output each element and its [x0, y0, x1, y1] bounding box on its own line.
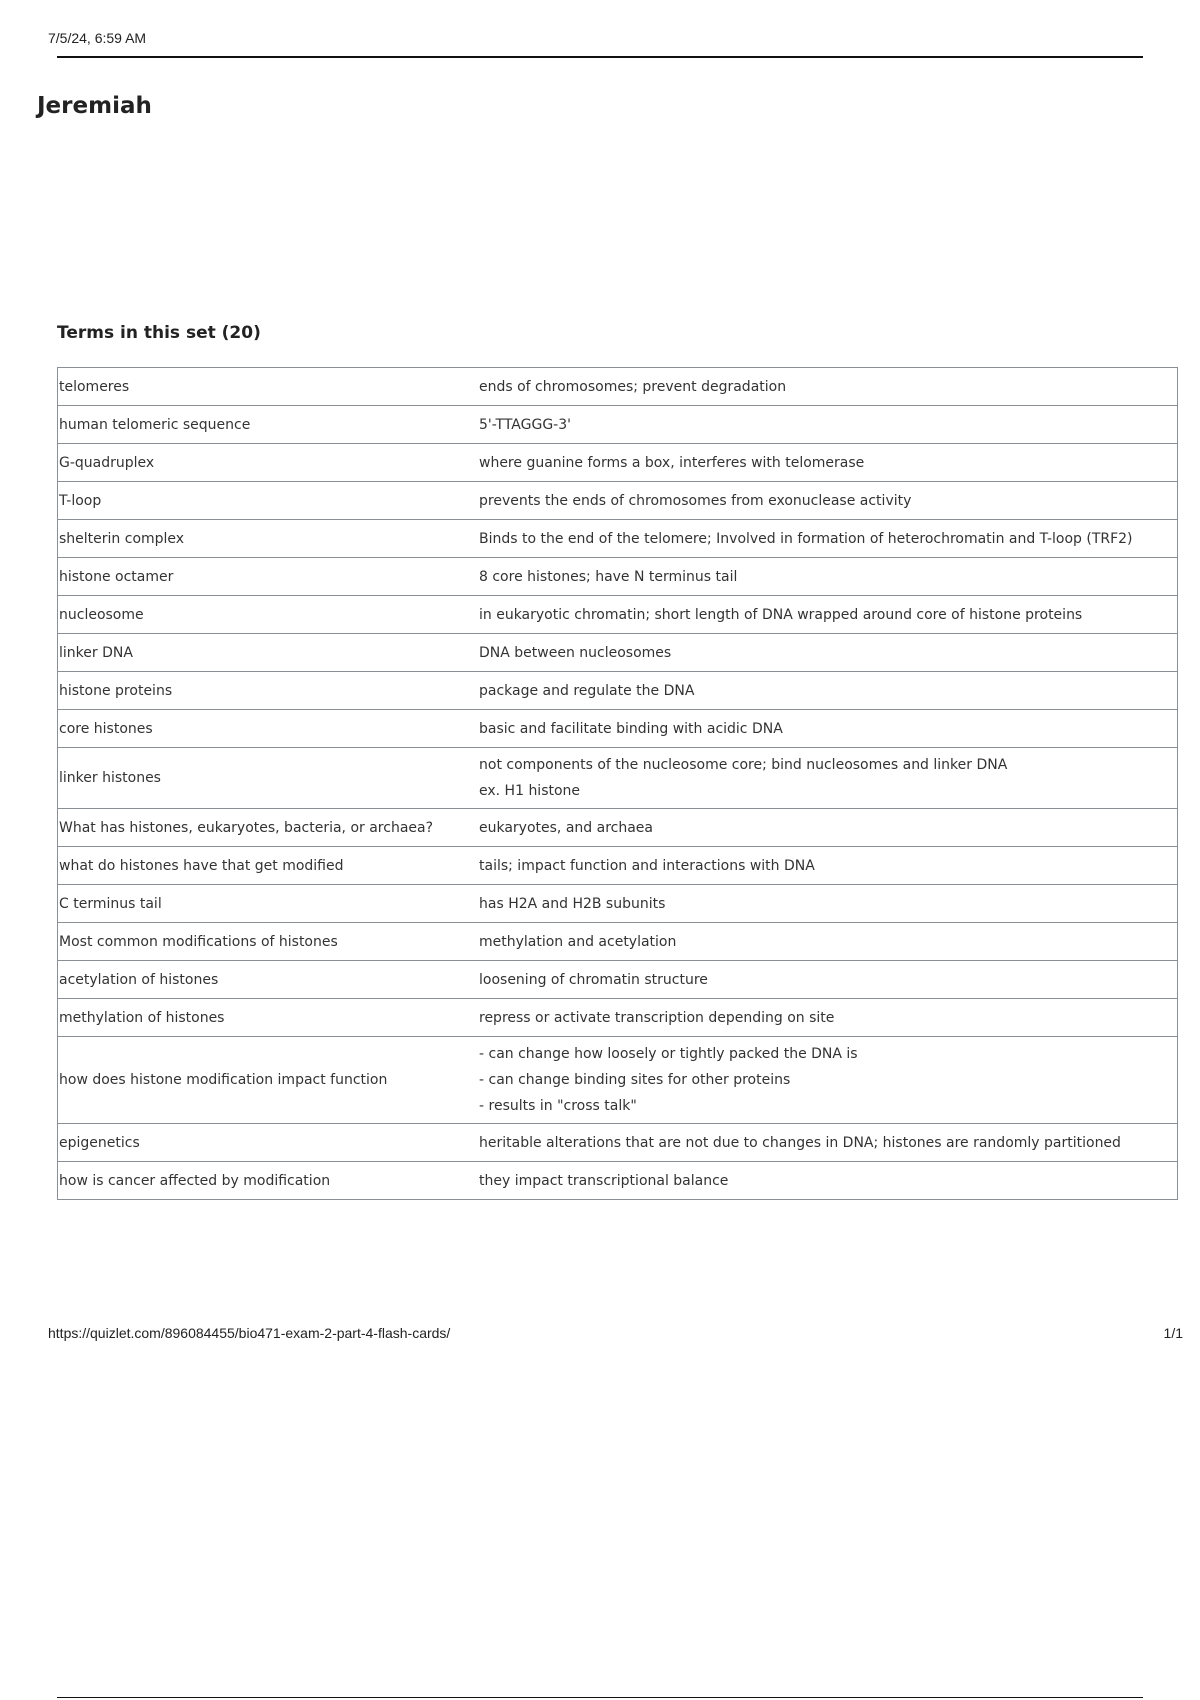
term-row: [58, 672, 1178, 710]
term-cell: Most common modifications of histones: [58, 923, 450, 961]
term-row: [58, 999, 1178, 1037]
definition-line: they impact transcriptional balance: [479, 1172, 729, 1189]
term-cell: linker DNA: [58, 634, 450, 672]
term-cell: methylation of histones: [58, 999, 450, 1037]
term-row: [58, 520, 1178, 558]
definition-cell: [449, 558, 1178, 596]
definition-line: Binds to the end of the telomere; Involved in formation of heterochromatin and T-loop (TRF2): [479, 530, 1133, 547]
term-cell: C terminus tail: [58, 885, 450, 923]
term-cell: human telomeric sequence: [58, 406, 450, 444]
term-cell: histone proteins: [58, 672, 450, 710]
definition-cell: [449, 1162, 1178, 1200]
definition-line: - results in "cross talk": [479, 1098, 637, 1114]
term-row: [58, 596, 1178, 634]
page-url[interactable]: https://quizlet.com/896084455/bio471-exam-2-part-4-flash-cards/: [48, 1325, 451, 1341]
header-divider: [57, 56, 1143, 58]
term-row: [58, 961, 1178, 999]
definition-line: - can change binding sites for other proteins: [479, 1072, 791, 1088]
definition-line: eukaryotes, and archaea: [479, 819, 653, 836]
print-date: 7/5/24, 6:59 AM: [48, 30, 147, 46]
definition-cell: [449, 710, 1178, 748]
term-cell: linker histones: [58, 748, 450, 809]
term-cell: what do histones have that get modified: [58, 847, 450, 885]
definition-cell: [449, 596, 1178, 634]
definition-line: basic and facilitate binding with acidic DNA: [479, 720, 783, 737]
definition-cell: [449, 520, 1178, 558]
term-row: [58, 634, 1178, 672]
definition-line: repress or activate transcription depending on site: [479, 1009, 835, 1026]
definition-cell: [449, 368, 1178, 406]
definition-line: prevents the ends of chromosomes from exonuclease activity: [479, 492, 912, 509]
term-cell: telomeres: [58, 368, 450, 406]
definition-cell: [449, 961, 1178, 999]
term-row: [58, 368, 1178, 406]
definition-cell: [449, 748, 1178, 809]
term-row: [58, 885, 1178, 923]
terms-table: [57, 367, 1178, 1200]
definition-line: 5'-TTAGGG-3': [479, 416, 571, 433]
definition-line: where guanine forms a box, interferes with telomerase: [479, 454, 865, 471]
definition-cell: [449, 1124, 1178, 1162]
author-name: Jeremiah: [37, 93, 152, 119]
term-row: [58, 558, 1178, 596]
term-cell: shelterin complex: [58, 520, 450, 558]
definition-line: tails; impact function and interactions with DNA: [479, 857, 815, 874]
term-row: [58, 444, 1178, 482]
definition-cell: [449, 672, 1178, 710]
definition-cell: [449, 444, 1178, 482]
term-cell: nucleosome: [58, 596, 450, 634]
definition-cell: [449, 809, 1178, 847]
term-cell: core histones: [58, 710, 450, 748]
term-row: [58, 1124, 1178, 1162]
term-row: [58, 1037, 1178, 1124]
set-title: Terms in this set (20): [57, 323, 261, 343]
definition-line: DNA between nucleosomes: [479, 644, 672, 661]
definition-line: loosening of chromatin structure: [479, 971, 708, 988]
definition-cell: [449, 482, 1178, 520]
page-number: 1/1: [1163, 1325, 1183, 1341]
term-cell: histone octamer: [58, 558, 450, 596]
term-cell: G-quadruplex: [58, 444, 450, 482]
term-row: [58, 1162, 1178, 1200]
definition-cell: [449, 999, 1178, 1037]
footer-divider: [57, 1697, 1143, 1698]
definition-cell: [449, 406, 1178, 444]
term-row: [58, 482, 1178, 520]
definition-line: ends of chromosomes; prevent degradation: [479, 378, 787, 395]
term-row: [58, 710, 1178, 748]
term-cell: acetylation of histones: [58, 961, 450, 999]
definition-line: 8 core histones; have N terminus tail: [479, 568, 738, 585]
definition-line: has H2A and H2B subunits: [479, 895, 666, 912]
definition-line: - can change how loosely or tightly packed the DNA is: [479, 1046, 858, 1062]
term-row: [58, 406, 1178, 444]
term-row: [58, 809, 1178, 847]
term-row: [58, 847, 1178, 885]
definition-line: not components of the nucleosome core; bind nucleosomes and linker DNA: [479, 757, 1008, 773]
term-row: [58, 748, 1178, 809]
term-cell: how does histone modification impact function: [58, 1037, 450, 1124]
definition-line: package and regulate the DNA: [479, 682, 695, 699]
term-cell: how is cancer affected by modification: [58, 1162, 450, 1200]
definition-line: methylation and acetylation: [479, 933, 677, 950]
definition-cell: [449, 634, 1178, 672]
definition-cell: [449, 885, 1178, 923]
definition-line: ex. H1 histone: [479, 783, 581, 799]
term-cell: epigenetics: [58, 1124, 450, 1162]
definition-cell: [449, 923, 1178, 961]
definition-line: in eukaryotic chromatin; short length of DNA wrapped around core of histone proteins: [479, 606, 1083, 623]
term-cell: What has histones, eukaryotes, bacteria, or archaea?: [58, 809, 450, 847]
term-cell: T-loop: [58, 482, 450, 520]
definition-cell: [449, 847, 1178, 885]
definition-line: heritable alterations that are not due to changes in DNA; histones are randomly partitioned: [479, 1134, 1121, 1151]
term-row: [58, 923, 1178, 961]
definition-cell: [449, 1037, 1178, 1124]
